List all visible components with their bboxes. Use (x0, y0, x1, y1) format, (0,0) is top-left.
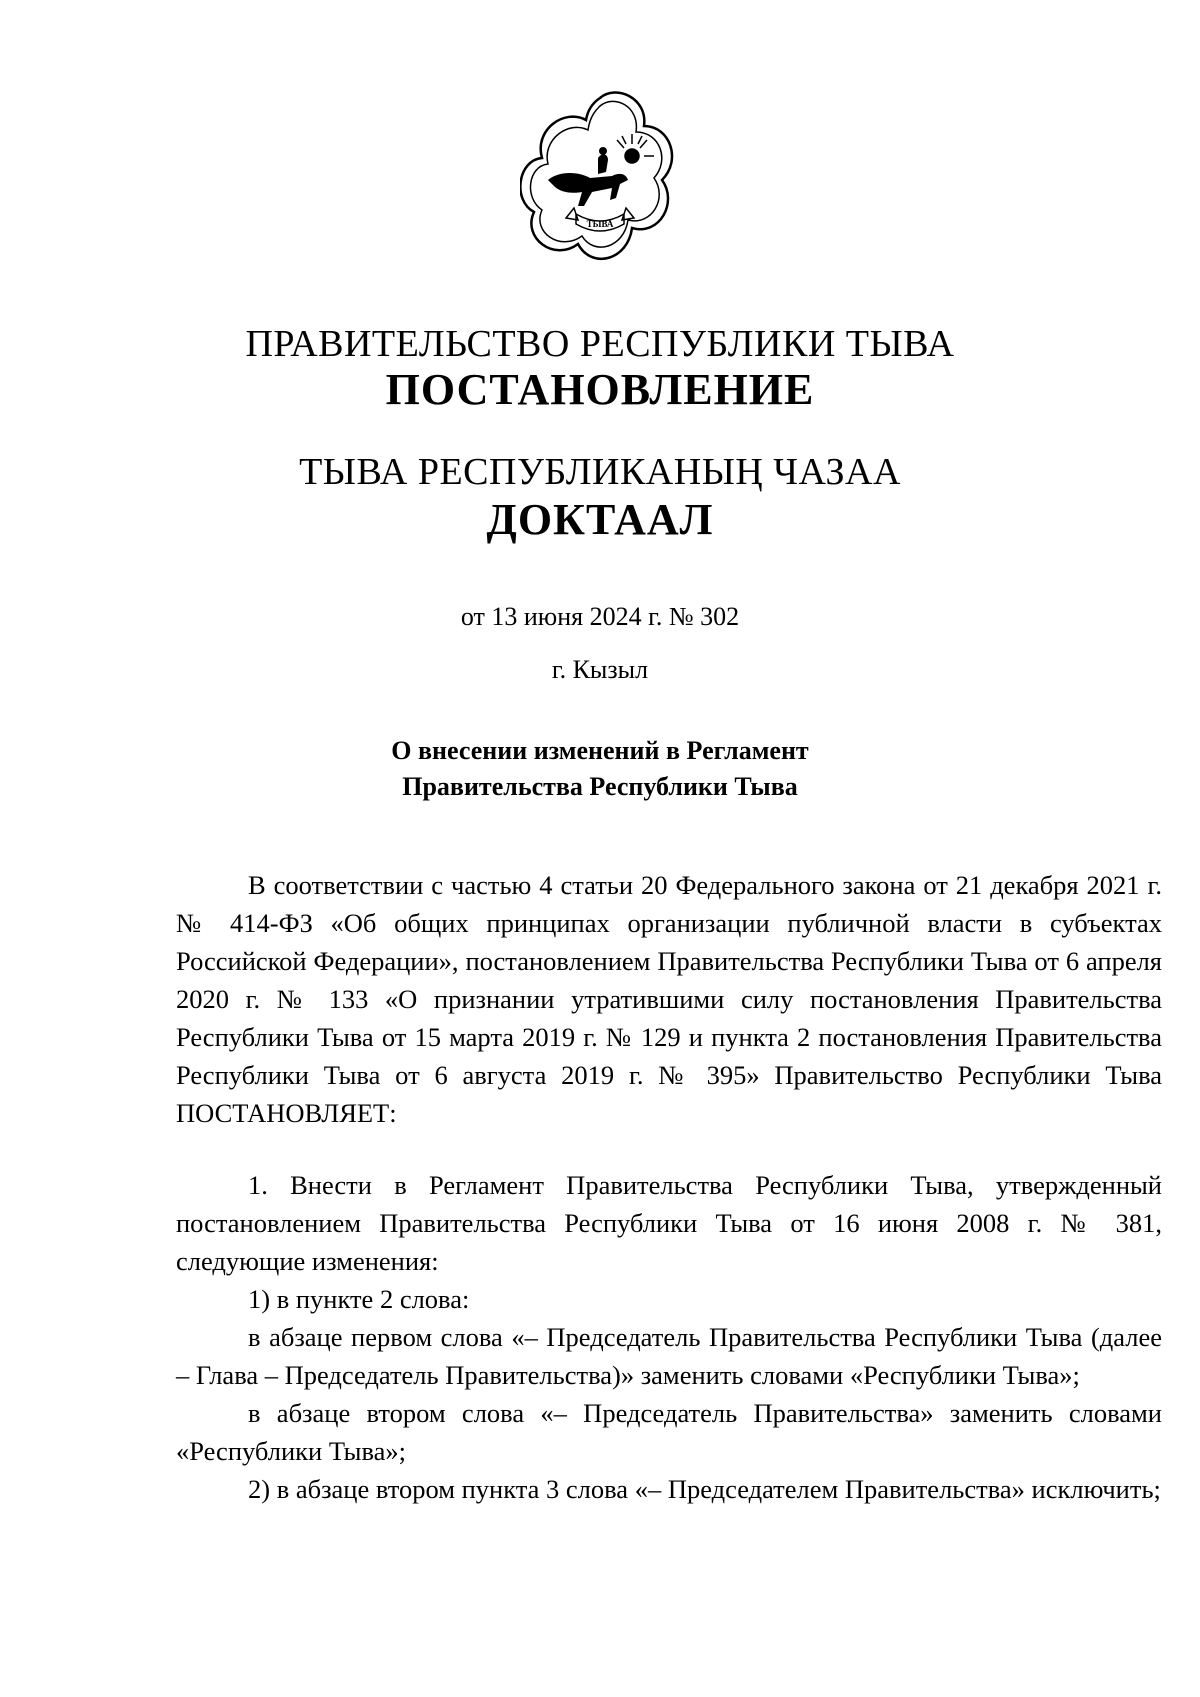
emblem-text: ТЫВА (586, 219, 614, 229)
preamble-block (176, 866, 1162, 1132)
subject-line-2: Правительства Республики Тыва (402, 772, 798, 801)
document-date-number: от 13 июня 2024 г. № 302 (460, 602, 740, 631)
document-city: г. Кызыл (551, 655, 649, 684)
subitem-2-paragraph: 2) в абзаце втором пункта 3 слова «– Председателем Правительства» исключить; (248, 1474, 1161, 1504)
subitem-1a-paragraph: в абзаце первом слова «– Председатель Правительства Республики Тыва (далее – Глава – Председатель Правительства)» заменить словами «Республики Тыва»; (176, 1322, 1162, 1390)
tuva-emblem (520, 88, 680, 278)
document-type-ru: ПОСТАНОВЛЕНИЕ (385, 365, 815, 414)
government-title-ru: ПРАВИТЕЛЬСТВО РЕСПУБЛИКИ ТЫВА (245, 323, 955, 365)
preamble-paragraph: В соответствии с частью 4 статьи 20 Федерального закона от 21 декабря 2021 г. № 414-ФЗ «Об общих принципах организации публичной власти в субъектах Российской Федерации», постановлением Правительства Республики Тыва от 6 апреля 2020 г. № 133 «О признании утратившими силу постановления Правительства Республики Тыва от 15 марта 2019 г. № 129 и пункта 2 постановления Правительства Республики Тыва от 6 августа 2019 г. № 395» Правительство Республики Тыва ПОСТАНОВЛЯЕТ: (176, 870, 1162, 1128)
subitem-1b-paragraph: в абзаце втором слова «– Председатель Правительства» заменить словами «Республики Тыва»; (176, 1398, 1162, 1466)
subject-line-1: О внесении изменений в Регламент (391, 736, 809, 765)
item-1-paragraph: 1. Внести в Регламент Правительства Республики Тыва, утвержденный постановлением Правительства Республики Тыва от 16 июня 2008 г. № 381, следующие изменения: (176, 1170, 1162, 1276)
government-title-tyv: ТЫВА РЕСПУБЛИКАНЫҢ ЧАЗАА (299, 451, 901, 493)
document-type-tyv: ДОКТААЛ (486, 495, 714, 544)
subitem-1-paragraph: 1) в пункте 2 слова: (248, 1284, 470, 1314)
items-block (176, 1166, 1162, 1508)
